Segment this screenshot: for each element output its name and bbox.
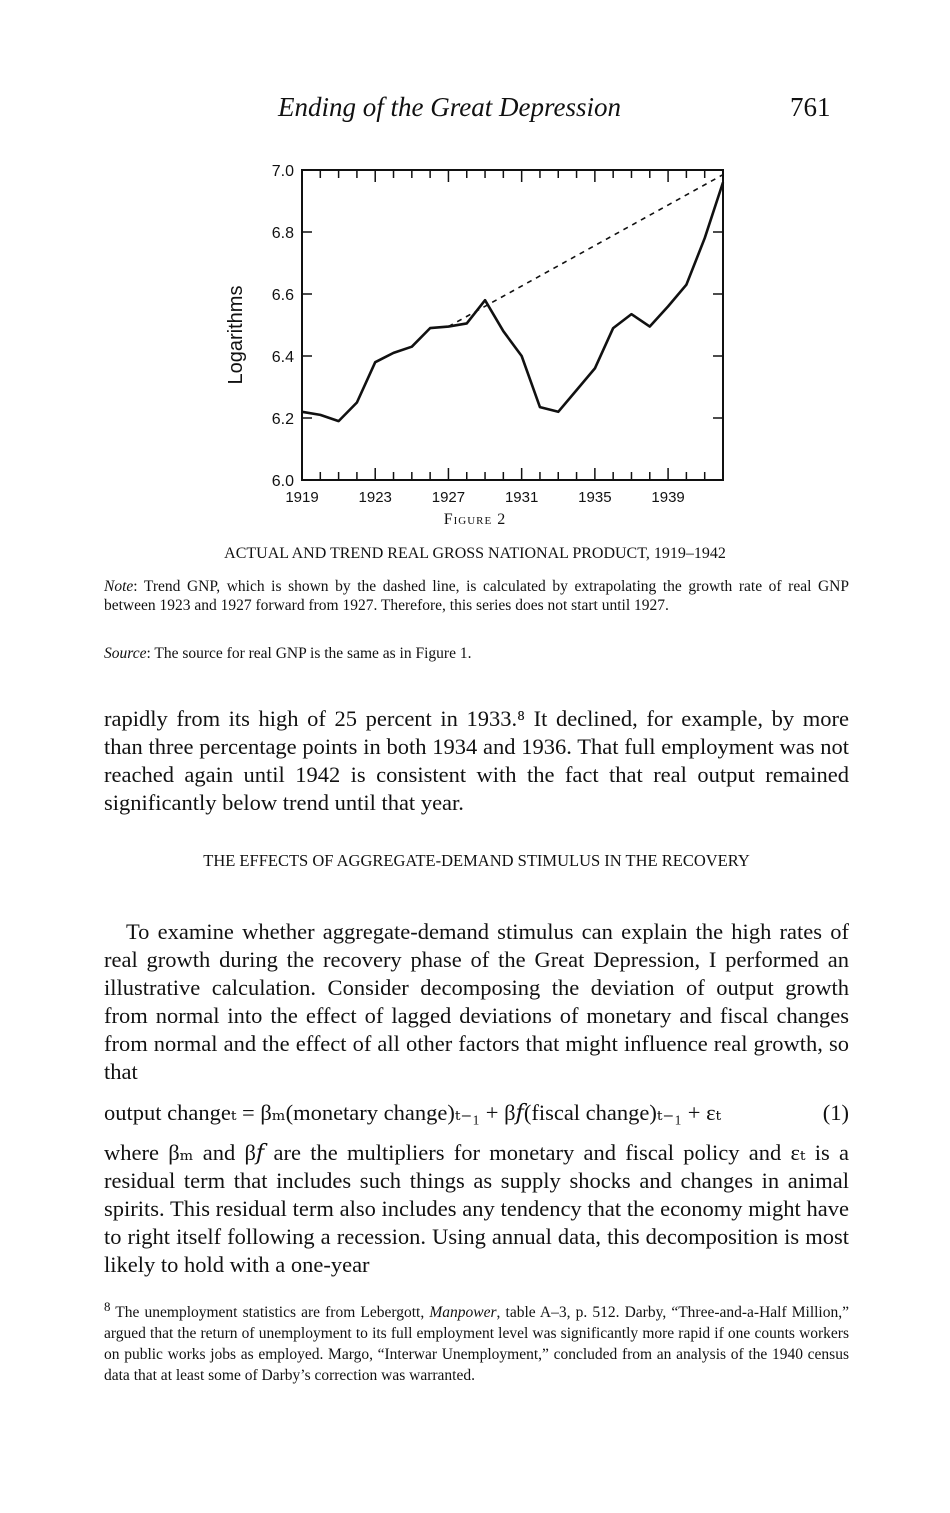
chart-axes — [302, 170, 723, 480]
body-paragraph-3: where βₘ and β𝑓 are the multipliers for monetary and fiscal policy and εₜ is a residual term that includes such things as supply shocks and changes in animal spirits. This residual term also includes any tendency that the economy might have to right itself following a recession. Using annual data, this decomposition is most likely to hold with a one-year — [104, 1140, 849, 1277]
plot-frame — [302, 170, 723, 480]
y-tick-label: 6.6 — [271, 287, 294, 304]
equation-number: (1) — [822, 1100, 849, 1125]
source-label: Source — [104, 645, 147, 662]
footnote-text-a: The unemployment statistics are from Lebergott, — [110, 1304, 430, 1322]
running-title: Ending of the Great Depression — [278, 92, 621, 122]
trend-gnp-line — [448, 175, 723, 327]
page-number: 761 — [790, 92, 831, 122]
figure-title: ACTUAL AND TREND REAL GROSS NATIONAL PRODUCT, 1919–1942 — [224, 545, 726, 562]
x-tick-label: 1935 — [578, 489, 612, 506]
gnp-chart — [215, 148, 735, 510]
figure-source — [104, 644, 849, 663]
section-heading: THE EFFECTS OF AGGREGATE-DEMAND STIMULUS IN THE RECOVERY — [203, 851, 750, 870]
body-paragraph-1: rapidly from its high of 25 percent in 1933.⁸ It declined, for example, by more than three percentage points in both 1934 and 1936. That full employment was not reached again until 1942 is consistent with the fact that real output remained significantly below trend until that year. — [104, 706, 849, 815]
x-tick-label: 1923 — [358, 489, 392, 506]
footnote-8 — [104, 1296, 849, 1386]
equation-body: output changeₜ = βₘ(monetary change)ₜ₋₁ + β𝑓(fiscal change)ₜ₋₁ + εₜ — [104, 1100, 722, 1125]
equation-1 — [104, 1100, 849, 1130]
figure-note — [104, 577, 849, 615]
chart-labels — [225, 163, 685, 506]
source-text: : The source for real GNP is the same as in Figure 1. — [146, 645, 472, 662]
footnote-marker: 8 — [104, 1299, 111, 1314]
y-tick-label: 7.0 — [271, 163, 294, 180]
y-tick-label: 6.4 — [271, 349, 294, 366]
body-paragraph-2: To examine whether aggregate-demand stimulus can explain the high rates of real growth during the recovery phase of the Great Depression, I performed an illustrative calculation. Consider decomposing the deviation of output growth from normal into the effect of lagged deviations of monetary and fiscal changes from normal and the effect of all other factors that might influence real growth, so that — [104, 919, 849, 1084]
chart-ticks — [302, 170, 723, 480]
x-tick-label: 1919 — [285, 489, 319, 506]
x-tick-label: 1927 — [431, 489, 466, 506]
figure-label: Figure 2 — [443, 511, 507, 528]
y-tick-label: 6.2 — [271, 411, 294, 428]
running-head — [0, 92, 950, 128]
x-tick-label: 1931 — [504, 489, 539, 506]
footnote-text-b: , table A–3, p. 512. Darby, “Three-and-a-Half Million,” argued that the return of unemployment to its full employment level was significantly more rapid if one counts workers on public works jobs as employed. Margo, “Interwar Unemployment,” concluded from an analysis of the 1940 census data that at least some of Darby’s correction was warranted. — [104, 1304, 849, 1385]
y-axis-label: Logarithms — [225, 285, 247, 385]
note-label: Note — [104, 578, 134, 595]
chart-series — [302, 175, 723, 421]
y-tick-label: 6.8 — [271, 225, 294, 242]
footnote-manpower: Manpower — [429, 1304, 497, 1322]
note-text: : Trend GNP, which is shown by the dashed line, is calculated by extrapolating the growth rate of real GNP between 1923 and 1927 forward from 1927. Therefore, this series does not start until 1927. — [104, 578, 849, 614]
y-tick-label: 6.0 — [271, 473, 294, 490]
actual-gnp-line — [302, 182, 723, 421]
x-tick-label: 1939 — [651, 489, 685, 506]
